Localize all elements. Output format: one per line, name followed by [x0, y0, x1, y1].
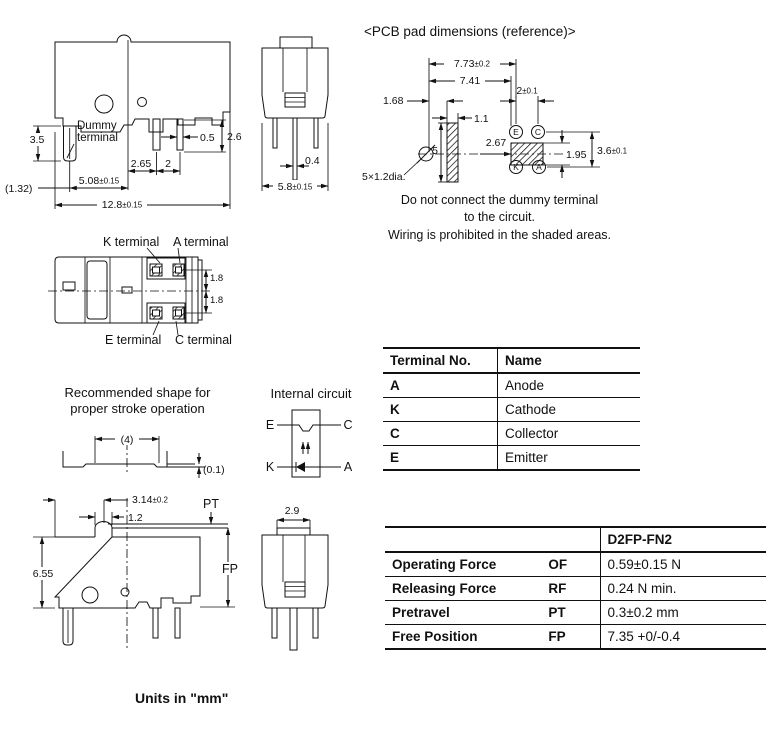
pin-right [314, 118, 318, 148]
a-terminal-label: A terminal [173, 235, 229, 249]
dim-value: 7.73 [454, 58, 475, 70]
switch-body-outline [55, 537, 200, 608]
dim-tol: ±0.15 [99, 176, 120, 186]
dim-label [516, 85, 538, 97]
dim-value: 3.14 [132, 494, 153, 506]
dim-label [102, 199, 143, 211]
plunger-cap [280, 37, 312, 48]
table-row [383, 422, 640, 446]
spec-name-cell: Operating Force [385, 552, 541, 577]
stroke-shape-title [25, 385, 250, 416]
pcb-note-line: to the circuit. [464, 210, 535, 225]
table-row [383, 398, 640, 422]
internal-circuit-title: Internal circuit [270, 386, 352, 401]
front-view-top-drawing [255, 33, 355, 195]
stroke-profile [63, 451, 205, 467]
spec-name-cell: Pretravel [385, 601, 541, 625]
dummy-pad-shaded [447, 123, 458, 182]
dim-value: 5.8 [277, 181, 293, 193]
k-label: K [265, 460, 275, 474]
dim-tol: ±0.2 [152, 495, 168, 505]
dummy-terminal-pin [63, 608, 73, 645]
dim-label: 1.8 [210, 273, 224, 284]
phototransistor-symbol [292, 425, 320, 431]
light-arrows [303, 442, 308, 454]
dim-label: 1.68 [383, 95, 404, 107]
pcb-note [352, 192, 647, 244]
body-latch-detail [285, 582, 305, 597]
spec-name-cell: Releasing Force [385, 577, 541, 601]
k-terminal-label: K terminal [103, 235, 160, 249]
spec-abbr-cell: PT [541, 601, 600, 625]
dim-label: 1.8 [210, 295, 224, 306]
c-terminal-label: C terminal [175, 333, 232, 347]
dim-label: 2.65 [130, 158, 152, 170]
body-hole [82, 587, 98, 603]
table-row [385, 552, 766, 577]
dim-label: 2.9 [284, 505, 300, 517]
dim-label: 6.55 [32, 568, 54, 580]
dim-label: 0.4 [305, 155, 320, 167]
units-note: Units in "mm" [135, 690, 229, 706]
plunger-cap [277, 528, 310, 535]
dim-label [597, 145, 628, 157]
dim-tol: ±0.15 [292, 182, 313, 192]
terminal-no-cell: K [383, 398, 498, 422]
pad-e-label: E [513, 127, 519, 137]
terminal-no-header: Terminal No. [383, 348, 498, 373]
c-label: C [343, 418, 353, 432]
dim-tol: ±0.1 [611, 146, 628, 156]
table-row [383, 373, 640, 398]
pcb-note-line: Wiring is prohibited in the shaded areas. [387, 227, 612, 242]
dim-2-67 [480, 137, 511, 154]
dim-label: 3.5 [29, 134, 45, 146]
dim-label: 7.41 [459, 75, 481, 87]
spec-table [385, 526, 766, 650]
pcb-note-line: Do not connect the dummy terminal [400, 193, 599, 207]
dim-value: 5.08 [78, 175, 100, 187]
dim-tol: ±0.1 [522, 86, 538, 96]
operation-view-drawing [15, 490, 260, 662]
dim-label: 2.6 [227, 131, 242, 143]
dim-2-9 [277, 505, 310, 529]
pin-right [313, 608, 318, 638]
spec-value-cell: 7.35 +0/-0.4 [600, 625, 766, 650]
side-view-drawing [5, 28, 257, 218]
a-label: A [343, 460, 353, 474]
terminal-name-cell: Emitter [498, 446, 641, 471]
dim-3-5 [26, 126, 61, 161]
pin-center [290, 608, 297, 650]
stroke-shape-title-line: proper stroke operation [70, 400, 205, 416]
base-window [63, 282, 75, 290]
terminal-pin-1 [153, 119, 160, 150]
e-terminal-label: E terminal [105, 333, 162, 347]
dim-label: 2 [165, 158, 171, 170]
pin-left [272, 608, 277, 638]
led-symbol [277, 462, 341, 472]
dim-label [454, 58, 491, 70]
body-detail [138, 98, 147, 107]
table-row [385, 601, 766, 625]
dim-3-14 [43, 494, 169, 537]
bottom-view-drawing [40, 234, 255, 352]
terminal-name-cell: Anode [498, 373, 641, 398]
e-label: E [265, 418, 275, 432]
base-slot [87, 261, 107, 319]
terminal-pin-2 [175, 608, 180, 638]
terminal-no-cell: A [383, 373, 498, 398]
spec-empty-header [385, 527, 600, 552]
label-line: terminal [77, 132, 118, 144]
terminal-name-cell: Cathode [498, 398, 641, 422]
dim-0-5 [161, 132, 215, 144]
dim-1-2 [79, 512, 143, 525]
table-row [385, 577, 766, 601]
dim-label: 5 [432, 145, 438, 157]
terminal-no-cell: C [383, 422, 498, 446]
terminal-name-cell: Collector [498, 422, 641, 446]
hole-note-label: 5×1.2dia. [362, 171, 406, 183]
spec-abbr-cell: OF [541, 552, 600, 577]
body-detail [121, 588, 129, 596]
dim-label: (0.1) [203, 464, 225, 476]
dim-label: 0.5 [200, 132, 215, 144]
pad-k-label: K [513, 162, 519, 172]
hole-callout [362, 160, 420, 183]
dim-0-1 [199, 453, 225, 478]
dim-3-6 [546, 132, 628, 167]
pad-a-label: A [536, 162, 542, 172]
model-header: D2FP-FN2 [600, 527, 766, 552]
spec-value-cell: 0.3±0.2 mm [600, 601, 766, 625]
dim-label: (4) [120, 434, 134, 446]
name-header: Name [498, 348, 641, 373]
dim-1-32 [5, 183, 70, 195]
pin-left [273, 118, 277, 148]
stroke-shape-title-line: Recommended shape for [64, 385, 211, 400]
pcb-pad-drawing [360, 40, 665, 195]
stroke-shape-drawing [55, 425, 245, 483]
fp-label: FP [222, 562, 238, 576]
dim-label: (1.32) [5, 183, 33, 195]
dim-label [132, 494, 169, 506]
dim-label [79, 175, 120, 187]
table-row [385, 625, 766, 650]
dim-value: 3.6 [597, 145, 612, 157]
body-hole [95, 95, 113, 113]
terminal-table [383, 347, 640, 471]
table-row [383, 446, 640, 471]
pad-c-label: C [534, 127, 542, 137]
base-end-cap [198, 260, 202, 320]
terminal-pin-1 [153, 608, 158, 638]
dim-label: 1.95 [566, 149, 587, 161]
dummy-terminal-pin [64, 126, 77, 161]
dim-label: 1.2 [128, 512, 143, 524]
spec-abbr-cell: RF [541, 577, 600, 601]
label-line: Dummy [77, 120, 117, 132]
switch-body-outline [55, 35, 230, 132]
dim-value: 2 [516, 85, 523, 97]
dim-label [278, 181, 313, 193]
dim-label: 1.1 [474, 113, 489, 125]
front-view-bottom-drawing [253, 500, 353, 658]
center-tab [122, 287, 132, 293]
dim-label: 2.67 [485, 137, 507, 149]
dim-value: 12.8 [101, 199, 123, 211]
table-header-row [385, 527, 766, 552]
body-latch-detail [285, 93, 305, 107]
pcb-title: <PCB pad dimensions (reference)> [364, 24, 576, 39]
spec-name-cell: Free Position [385, 625, 541, 650]
spec-value-cell: 0.59±0.15 N [600, 552, 766, 577]
pin-center [293, 118, 297, 180]
dim-0-4 [280, 155, 320, 167]
dim-1-8-pair [185, 270, 223, 313]
pt-indicator [203, 497, 219, 524]
dim-tol: ±0.15 [122, 200, 143, 210]
dim-2 [500, 85, 554, 124]
internal-circuit-drawing [258, 405, 368, 487]
dim-tol: ±0.2 [474, 59, 490, 69]
dim-2-65-and-2 [128, 152, 180, 175]
spec-value-cell: 0.24 N min. [600, 577, 766, 601]
pt-label: PT [203, 497, 219, 511]
plunger [95, 522, 112, 538]
fp-indicator [200, 528, 241, 607]
spec-abbr-cell: FP [541, 625, 600, 650]
terminal-no-cell: E [383, 446, 498, 471]
table-header-row [383, 348, 640, 373]
dim-1-68 [383, 95, 463, 123]
